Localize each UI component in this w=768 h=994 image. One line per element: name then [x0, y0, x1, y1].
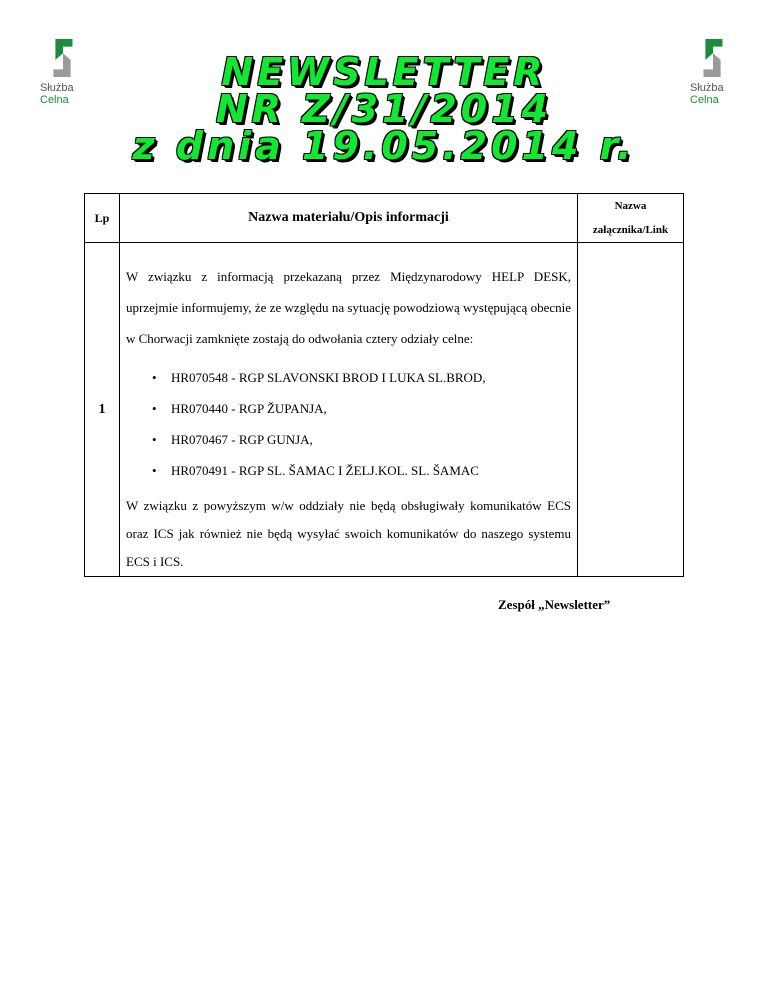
logo-text-line2: Celna	[690, 94, 719, 106]
list-item	[126, 455, 571, 486]
list-item-text: HR070467 - RGP GUNJA,	[171, 432, 313, 447]
newsletter-table	[84, 193, 684, 577]
logo-text-line2: Celna	[40, 94, 69, 106]
row-description	[120, 243, 578, 577]
title-line-3: z dnia 19.05.2014 r.	[132, 124, 636, 168]
bullet-icon: •	[152, 401, 157, 416]
list-item-text: HR070440 - RGP ŽUPANJA,	[171, 401, 327, 416]
customs-logo-right	[690, 36, 750, 108]
customs-logo-left	[40, 36, 100, 108]
row-number: 1	[85, 243, 120, 577]
header-attachment	[578, 194, 684, 243]
row-outro-text: W związku z powyższym w/w oddziały nie będą obsługiwały komunikatów ECS oraz ICS jak również nie będą wysyłać swoich komunikatów do naszego systemu ECS i ICS.	[126, 498, 571, 569]
header-attachment-line2: załącznika/Link	[592, 224, 669, 236]
title-line-1: NEWSLETTER	[221, 50, 547, 94]
list-item-text: HR070491 - RGP SL. ŠAMAC I ŽELJ.KOL. SL. ŠAMAC	[171, 463, 479, 478]
row-attachment	[578, 243, 684, 577]
list-item	[126, 393, 571, 424]
logo-text-line1: Służba	[40, 82, 74, 94]
bullet-icon: •	[152, 370, 157, 385]
bullet-icon: •	[152, 463, 157, 478]
logo-text-line1: Służba	[690, 82, 724, 94]
bullet-icon: •	[152, 432, 157, 447]
title-line-2: NR Z/31/2014	[215, 87, 553, 131]
newsletter-title	[100, 50, 668, 168]
customs-office-list	[126, 362, 571, 486]
header-attachment-line1: Nazwa	[614, 200, 647, 212]
signature: Zespół „Newsletter”	[498, 597, 611, 612]
table-header-row	[85, 194, 684, 243]
sc-emblem-icon	[44, 36, 82, 80]
list-item	[126, 424, 571, 455]
header-description: Nazwa materiału/Opis informacji	[120, 194, 578, 243]
header-lp: Lp	[85, 194, 120, 243]
list-item	[126, 362, 571, 393]
row-intro-text: W związku z informacją przekazaną przez Międzynarodowy HELP DESK, uprzejmie informujemy, że ze względu na sytuację powodziową występującą obecnie w Chorwacji zamknięte zostają do odwołania cztery odziały celne:	[126, 269, 571, 346]
list-item-text: HR070548 - RGP SLAVONSKI BROD I LUKA SL.BROD,	[171, 370, 486, 385]
table-row	[85, 243, 684, 577]
sc-emblem-icon	[694, 36, 732, 80]
